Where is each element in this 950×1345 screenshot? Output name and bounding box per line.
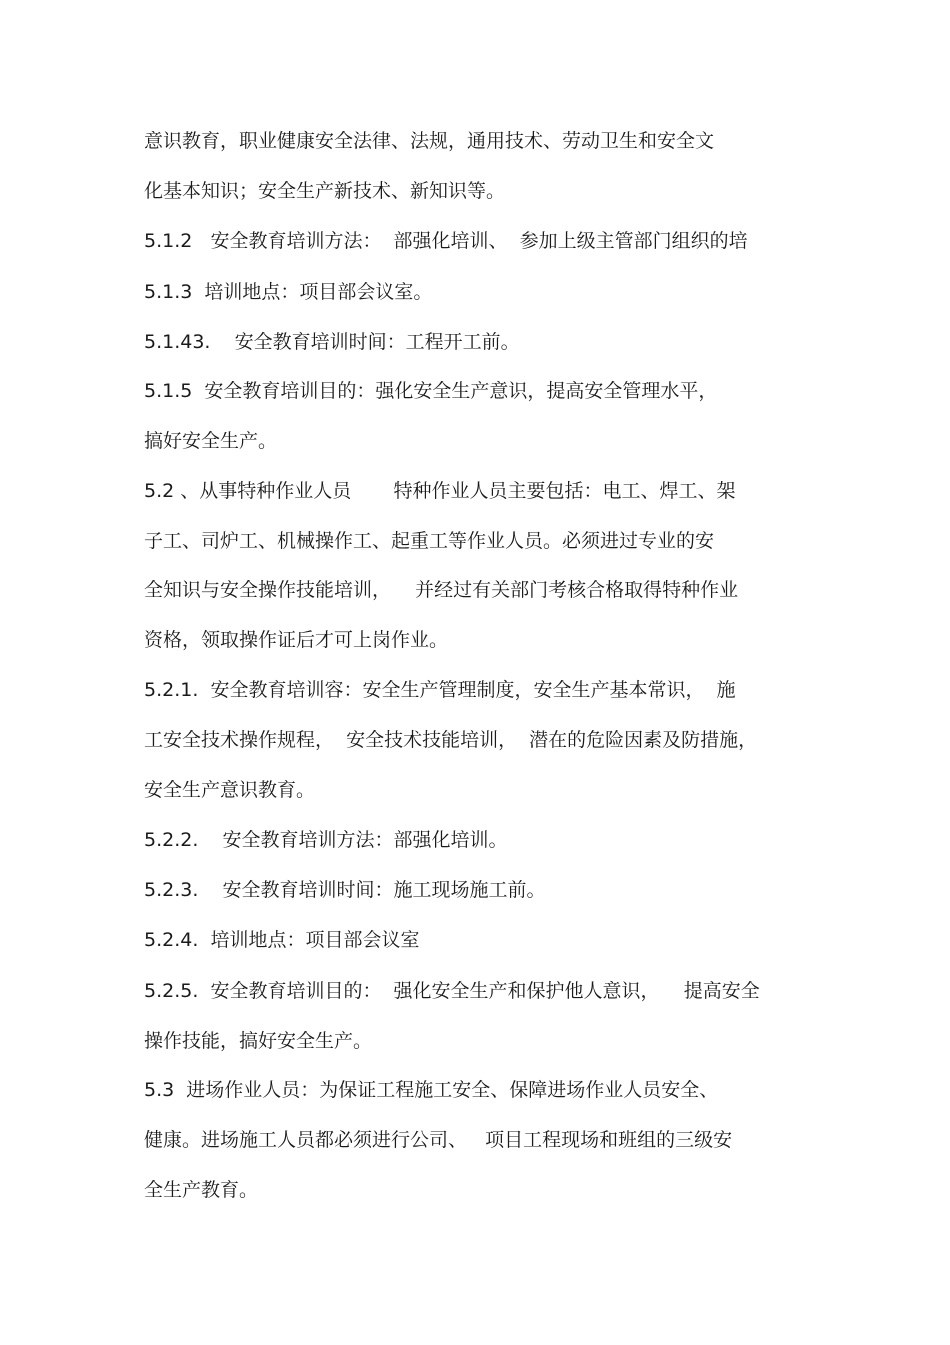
text-line: 5.1.43. 安全教育培训时间：工程开工前。 — [144, 331, 520, 353]
text-line: 5.1.2 安全教育培训方法： 部强化培训、 参加上级主管部门组织的培 — [144, 230, 748, 252]
text-line: 5.2 、从事特种作业人员 特种作业人员主要包括：电工、焊工、架 — [144, 480, 736, 502]
text-line: 5.1.3 培训地点：项目部会议室。 — [144, 281, 433, 303]
text-line: 5.3 进场作业人员：为保证工程施工安全、保障进场作业人员安全、 — [144, 1079, 719, 1101]
text-line: 意识教育，职业健康安全法律、法规，通用技术、劳动卫生和安全文 — [144, 130, 715, 152]
text-line: 全知识与安全操作技能培训， 并经过有关部门考核合格取得特种作业 — [144, 579, 739, 601]
text-line: 5.2.4. 培训地点：项目部会议室 — [144, 929, 420, 951]
text-line: 健康。进场施工人员都必须进行公司、 项目工程现场和班组的三级安 — [144, 1129, 733, 1151]
text-line: 操作技能，搞好安全生产。 — [144, 1030, 373, 1052]
text-line: 化基本知识；安全生产新技术、新知识等。 — [144, 180, 506, 202]
text-line: 资格，领取操作证后才可上岗作业。 — [144, 629, 449, 651]
text-line: 5.1.5 安全教育培训目的：强化安全生产意识，提高安全管理水平， — [144, 380, 718, 402]
text-line: 5.2.2. 安全教育培训方法：部强化培训。 — [144, 829, 508, 851]
text-line: 工安全技术操作规程， 安全技术技能培训， 潜在的危险因素及防措施， — [144, 729, 758, 751]
text-line: 5.2.5. 安全教育培训目的： 强化安全生产和保护他人意识， 提高安全 — [144, 980, 760, 1002]
text-line: 5.2.3. 安全教育培训时间：施工现场施工前。 — [144, 879, 546, 901]
text-line: 安全生产意识教育。 — [144, 779, 316, 801]
text-line: 子工、司炉工、机械操作工、起重工等作业人员。必须进过专业的安 — [144, 530, 715, 552]
text-line: 搞好安全生产。 — [144, 430, 278, 452]
text-line: 全生产教育。 — [144, 1179, 259, 1201]
text-line: 5.2.1. 安全教育培训容：安全生产管理制度，安全生产基本常识， 施 — [144, 679, 736, 701]
